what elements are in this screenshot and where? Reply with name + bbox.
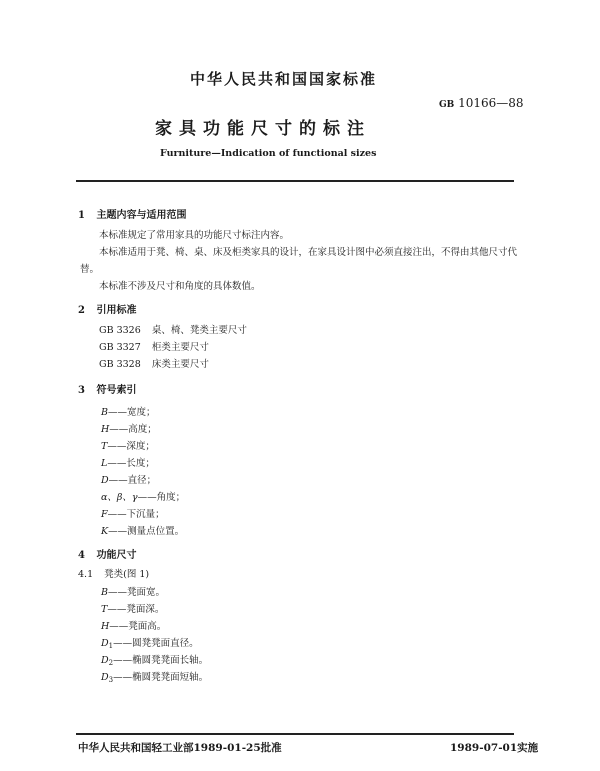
symbol-meaning: ——宽度； bbox=[107, 407, 156, 418]
section-2-number: 2 bbox=[78, 305, 85, 316]
dimension-meaning: ——圆凳凳面直径。 bbox=[113, 638, 199, 649]
dimension-item bbox=[101, 601, 164, 615]
section-2-heading bbox=[78, 301, 136, 316]
approval-line: 中华人民共和国轻工业部1989-01-25批准 bbox=[78, 742, 282, 754]
header-rule bbox=[76, 180, 514, 182]
dimension-item bbox=[101, 618, 166, 632]
symbol: D bbox=[101, 672, 109, 683]
symbol: H bbox=[101, 424, 110, 435]
symbol-meaning: ——直径； bbox=[108, 475, 157, 486]
symbol-subscript: 1 bbox=[108, 642, 114, 650]
symbol: D bbox=[101, 655, 109, 666]
dimension-meaning: ——凳面高。 bbox=[109, 621, 167, 632]
symbol: T bbox=[101, 604, 108, 615]
symbol: H bbox=[101, 621, 110, 632]
section-3-number: 3 bbox=[78, 385, 85, 396]
dimension-meaning: ——椭圆凳凳面长轴。 bbox=[113, 655, 209, 666]
section-1-heading bbox=[78, 206, 186, 221]
symbol-item bbox=[101, 421, 157, 435]
symbol: D bbox=[101, 475, 109, 486]
symbol-meaning: ——深度； bbox=[107, 441, 155, 452]
symbol-subscript: 2 bbox=[108, 659, 114, 667]
effective-date: 1989-07-01实施 bbox=[450, 742, 539, 754]
symbol: D bbox=[101, 638, 109, 649]
symbol-item bbox=[101, 455, 155, 469]
symbol-meaning: ——长度； bbox=[107, 458, 155, 469]
section-1-paragraph-1: 本标准规定了常用家具的功能尺寸标注内容。 bbox=[99, 230, 290, 241]
dimension-meaning: ——凳面宽。 bbox=[107, 587, 165, 598]
symbol-meaning: ——下沉量； bbox=[107, 509, 165, 520]
symbol-item bbox=[101, 472, 156, 486]
subsection-title: 凳类(图 1) bbox=[104, 569, 150, 580]
reference-code: GB 3328 bbox=[99, 359, 141, 370]
reference-name: 床类主要尺寸 bbox=[151, 359, 209, 370]
section-1-title: 主题内容与适用范围 bbox=[96, 210, 187, 221]
symbol-item bbox=[101, 506, 165, 520]
subsection-number: 4.1 bbox=[78, 569, 94, 580]
symbol: K bbox=[101, 526, 109, 537]
symbol: L bbox=[101, 458, 108, 469]
reference-item bbox=[99, 356, 209, 370]
english-title: Furniture—Indication of functional sizes bbox=[160, 148, 377, 159]
section-1-paragraph-2-cont: 替。 bbox=[80, 264, 100, 275]
standard-code: 10166—88 bbox=[458, 96, 524, 110]
symbol-meaning: ——高度； bbox=[109, 424, 157, 435]
dimension-item bbox=[101, 669, 208, 684]
symbol-item bbox=[101, 438, 155, 452]
section-3-heading bbox=[78, 381, 136, 396]
footer-rule bbox=[76, 733, 514, 735]
reference-name: 桌、椅、凳类主要尺寸 bbox=[151, 325, 247, 336]
symbol: F bbox=[101, 509, 108, 520]
symbol-item bbox=[101, 523, 184, 537]
symbol-item bbox=[101, 489, 185, 503]
section-4-number: 4 bbox=[78, 550, 85, 561]
standard-prefix: GB bbox=[439, 100, 455, 110]
reference-code: GB 3327 bbox=[99, 342, 141, 353]
reference-name: 柜类主要尺寸 bbox=[151, 342, 209, 353]
symbol-meaning: ——角度； bbox=[137, 492, 186, 503]
dimension-meaning: ——凳面深。 bbox=[107, 604, 165, 615]
dimension-item bbox=[101, 584, 165, 598]
dimension-item bbox=[101, 635, 199, 650]
section-4-heading bbox=[78, 546, 136, 561]
dimension-meaning: ——椭圆凳凳面短轴。 bbox=[113, 672, 209, 683]
section-1-paragraph-3: 本标准不涉及尺寸和角度的具体数值。 bbox=[99, 281, 261, 292]
reference-item bbox=[99, 339, 209, 353]
section-3-title: 符号索引 bbox=[96, 385, 137, 396]
symbol: B bbox=[101, 587, 108, 598]
issuing-org: 中华人民共和国国家标准 bbox=[190, 70, 378, 88]
symbol: α、β、γ bbox=[101, 492, 138, 503]
symbol-item bbox=[101, 404, 156, 418]
symbol: B bbox=[101, 407, 108, 418]
reference-item bbox=[99, 322, 247, 336]
section-1-paragraph-2: 本标准适用于凳、椅、桌、床及柜类家具的设计，在家具设计图中必须直接注出，不得由其他尺寸代 bbox=[99, 247, 518, 258]
symbol: T bbox=[101, 441, 108, 452]
section-4-title: 功能尺寸 bbox=[96, 550, 137, 561]
dimension-item bbox=[101, 652, 208, 667]
section-1-number: 1 bbox=[78, 210, 85, 221]
reference-code: GB 3326 bbox=[99, 325, 141, 336]
symbol-subscript: 3 bbox=[108, 676, 114, 684]
section-2-title: 引用标准 bbox=[96, 305, 137, 316]
subsection-4-1-heading bbox=[78, 566, 149, 580]
symbol-meaning: ——测量点位置。 bbox=[108, 526, 185, 537]
standard-number bbox=[439, 96, 524, 110]
document-title: 家具功能尺寸的标注 bbox=[155, 119, 371, 139]
